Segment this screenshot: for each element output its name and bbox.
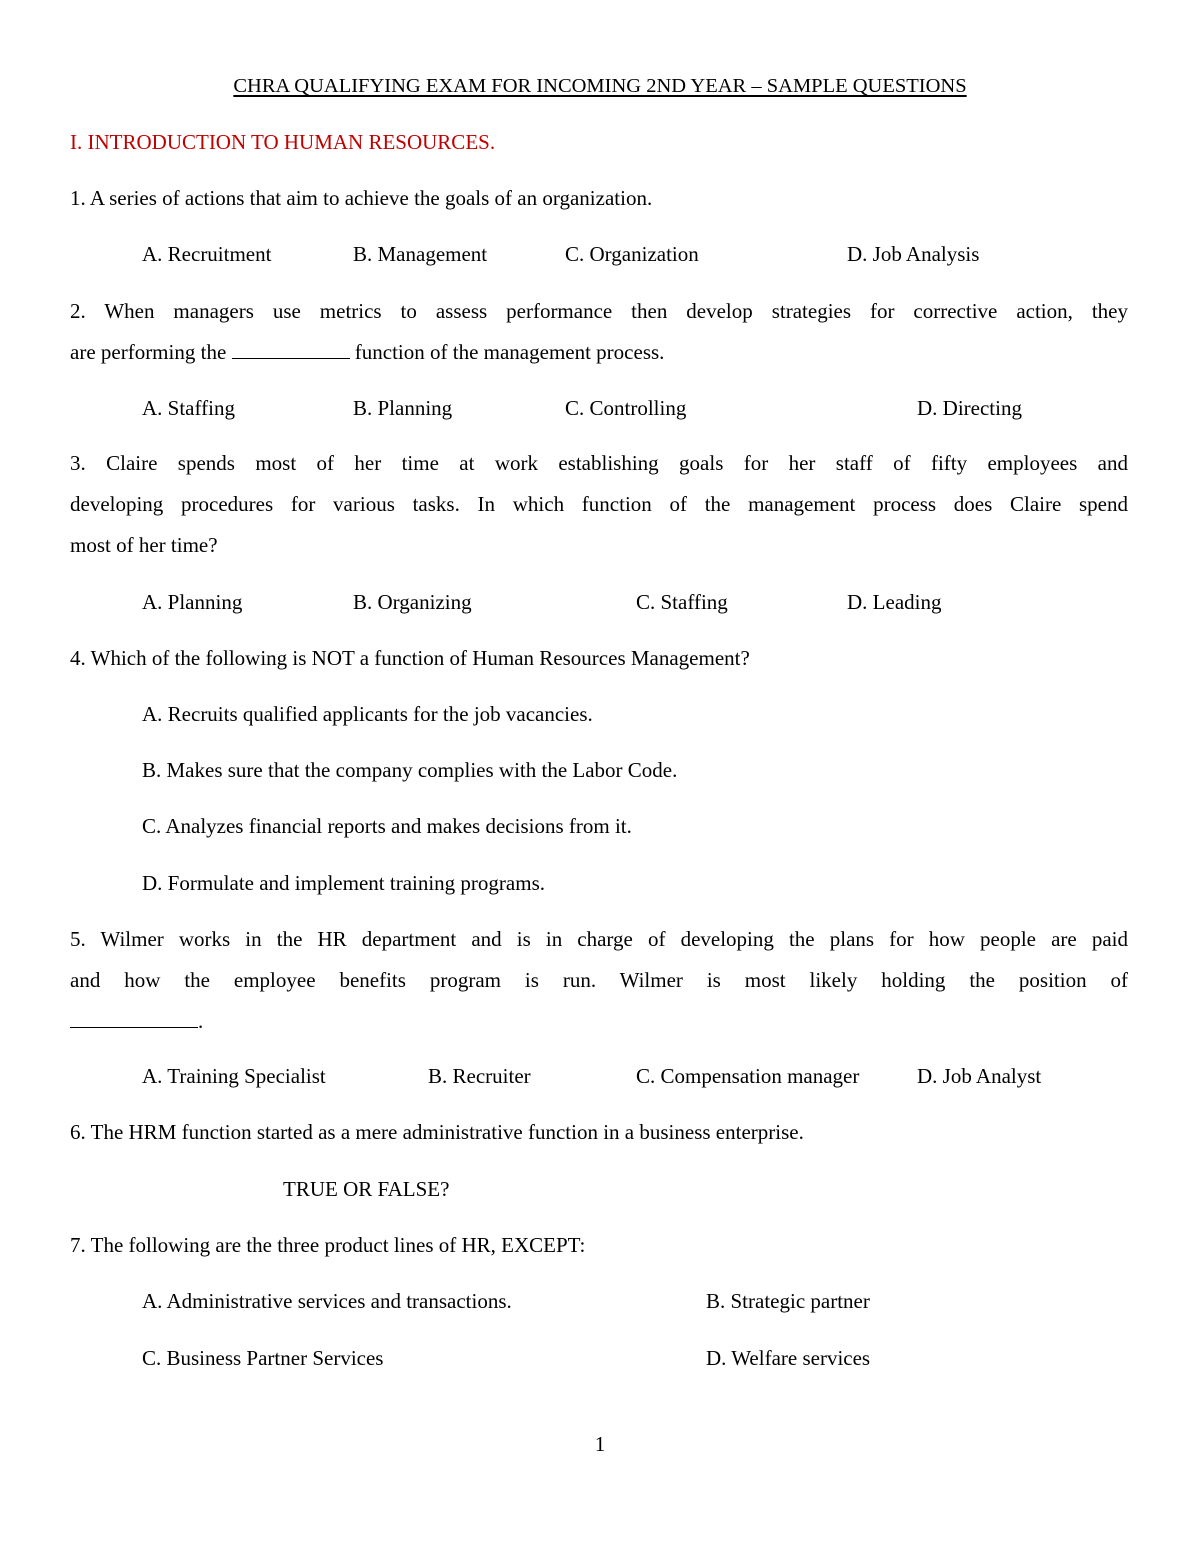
question-6-answer-prompt: TRUE OR FALSE? (283, 1177, 450, 1201)
question-7-option-d: D. Welfare services (706, 1346, 871, 1370)
question-5-option-c: C. Compensation manager (636, 1064, 860, 1088)
question-1-option-b: B. Management (353, 242, 488, 266)
question-1-option-a: A. Recruitment (142, 242, 272, 266)
question-1-text: 1. A series of actions that aim to achieve the goals of an organization. (70, 186, 653, 210)
question-7-option-a: A. Administrative services and transactions. (142, 1289, 512, 1313)
question-4-text: 4. Which of the following is NOT a function of Human Resources Management? (70, 646, 750, 670)
document-title: CHRA QUALIFYING EXAM FOR INCOMING 2ND YEAR – SAMPLE QUESTIONS (233, 75, 967, 97)
question-4-option-c: C. Analyzes financial reports and makes decisions from it. (142, 814, 632, 838)
question-2-option-c: C. Controlling (565, 396, 687, 420)
question-1-option-c: C. Organization (565, 242, 699, 266)
question-5-line-2: and how the employee benefits program is run. Wilmer is most likely holding the position of (70, 968, 1128, 992)
question-3-option-c: C. Staffing (636, 590, 728, 614)
question-3-option-d: D. Leading (847, 590, 942, 614)
question-5-option-a: A. Training Specialist (142, 1064, 326, 1088)
question-6-text: 6. The HRM function started as a mere administrative function in a business enterprise. (70, 1120, 804, 1144)
question-5-option-b: B. Recruiter (428, 1064, 531, 1088)
question-2-option-a: A. Staffing (142, 396, 235, 420)
question-3-line-1: 3. Claire spends most of her time at work establishing goals for her staff of fifty employees and (70, 451, 1128, 475)
question-2-line-1: 2. When managers use metrics to assess performance then develop strategies for corrective action, they (70, 299, 1128, 323)
page-number: 1 (594, 1432, 606, 1456)
question-4-option-a: A. Recruits qualified applicants for the job vacancies. (142, 702, 593, 726)
section-heading: I. INTRODUCTION TO HUMAN RESOURCES. (70, 130, 496, 154)
question-3-option-b: B. Organizing (353, 590, 472, 614)
question-2-option-b: B. Planning (353, 396, 453, 420)
question-4-option-d: D. Formulate and implement training programs. (142, 871, 545, 895)
question-3-line-3: most of her time? (70, 533, 218, 557)
question-5-line-1: 5. Wilmer works in the HR department and is in charge of developing the plans for how people are paid (70, 927, 1128, 951)
question-3-option-a: A. Planning (142, 590, 243, 614)
answer-blank (70, 1009, 198, 1028)
question-1-option-d: D. Job Analysis (847, 242, 980, 266)
question-5-option-d: D. Job Analyst (917, 1064, 1042, 1088)
question-2-line-2: are performing the function of the management process. (70, 340, 665, 364)
question-7-option-b: B. Strategic partner (706, 1289, 870, 1313)
answer-blank (232, 340, 350, 359)
question-7-option-c: C. Business Partner Services (142, 1346, 384, 1370)
question-5-line-3: . (70, 1008, 203, 1034)
question-2-option-d: D. Directing (917, 396, 1022, 420)
question-4-option-b: B. Makes sure that the company complies with the Labor Code. (142, 758, 678, 782)
question-7-text: 7. The following are the three product lines of HR, EXCEPT: (70, 1233, 586, 1257)
question-3-line-2: developing procedures for various tasks. In which function of the management process does Claire spend (70, 492, 1128, 516)
